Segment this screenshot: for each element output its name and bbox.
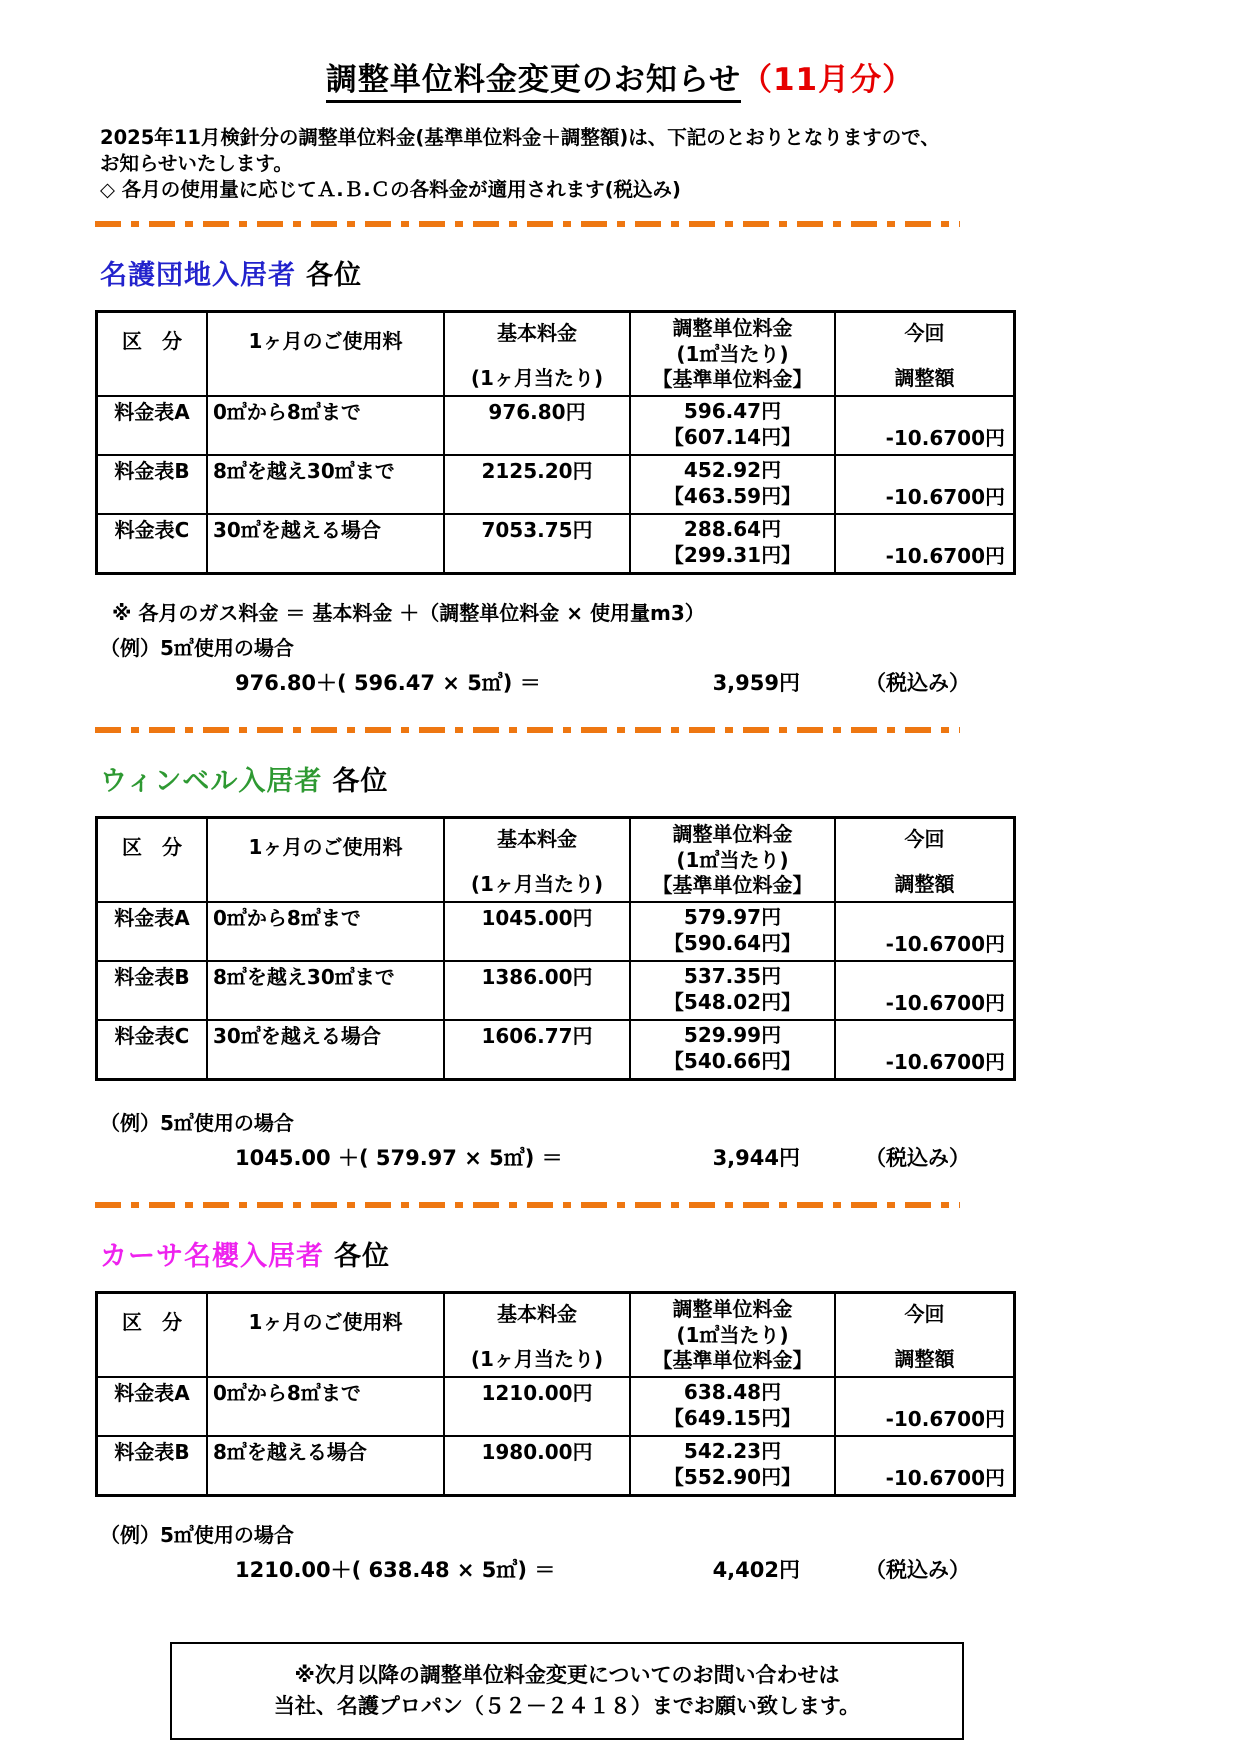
col-header-category — [98, 819, 208, 901]
col-header-base-fee — [445, 1294, 631, 1376]
col-header-base-fee — [445, 819, 631, 901]
unit-fee-per-m3: (1㎥当たり) — [676, 847, 789, 872]
section-heading-winbell — [100, 759, 1240, 798]
unit-fee-value: 638.48円 — [683, 1380, 782, 1404]
example-calculation — [235, 667, 1240, 697]
cell-category: 料金表B — [98, 962, 208, 1019]
example-result: 4,402円 — [712, 1558, 800, 1582]
rate-table-winbell — [95, 816, 1016, 1081]
cell-usage: 0㎥から8㎥まで — [208, 903, 445, 960]
base-fee-label: 基本料金 — [497, 827, 577, 851]
base-fee-sublabel: (1ヶ月当たり) — [470, 366, 604, 390]
unit-fee-standard-value: 【607.14円】 — [663, 425, 802, 449]
cell-base-fee: 1606.77円 — [445, 1021, 631, 1078]
unit-fee-value: 579.97円 — [683, 905, 782, 929]
example-calculation — [235, 1142, 1240, 1172]
cell-usage: 8㎥を越え30㎥まで — [208, 962, 445, 1019]
gas-fee-formula-note: ※ 各月のガス料金 ＝ 基本料金 ＋（調整単位料金 × 使用量m3） — [112, 601, 705, 625]
col-header-usage-label: 1ヶ月のご使用料 — [248, 329, 403, 353]
table-row — [98, 395, 1013, 454]
cell-base-fee: 7053.75円 — [445, 515, 631, 572]
contact-info-box — [170, 1642, 964, 1740]
table-row — [98, 960, 1013, 1019]
adjustment-label-top: 今回 — [904, 827, 945, 851]
col-header-adjustment — [836, 819, 1013, 901]
table-row — [98, 901, 1013, 960]
cell-unit-fee — [631, 1021, 836, 1078]
example-result: 3,944円 — [712, 1146, 800, 1170]
example-tax-note: （税込み） — [865, 671, 970, 695]
adjustment-label-bottom: 調整額 — [894, 1347, 955, 1371]
example-label: （例）5㎥使用の場合 — [100, 636, 294, 660]
rate-table-nago-danchi — [95, 310, 1016, 575]
cell-adjustment: -10.6700円 — [885, 991, 1005, 1015]
col-header-usage — [208, 1294, 445, 1376]
unit-fee-standard: 【基準単位料金】 — [652, 1348, 813, 1372]
example-tax-note: （税込み） — [865, 1146, 970, 1170]
col-header-usage — [208, 819, 445, 901]
cell-base-fee: 2125.20円 — [445, 456, 631, 513]
unit-fee-standard-value: 【540.66円】 — [663, 1049, 802, 1073]
section-divider — [95, 727, 960, 733]
page-title-month: （11月分） — [740, 62, 915, 98]
cell-adjustment: -10.6700円 — [885, 485, 1005, 509]
col-header-adjustment — [836, 1294, 1013, 1376]
table-row — [98, 454, 1013, 513]
cell-unit-fee — [631, 903, 836, 960]
base-fee-label: 基本料金 — [497, 321, 577, 345]
cell-category: 料金表B — [98, 456, 208, 513]
unit-fee-value: 452.92円 — [683, 458, 782, 482]
cell-unit-fee — [631, 397, 836, 454]
col-header-category-label: 区 分 — [122, 1310, 182, 1334]
intro-line-3: ◇ 各月の使用量に応じてＡ.Ｂ.Ｃの各料金が適用されます(税込み) — [100, 178, 681, 201]
table-header-row — [98, 1294, 1013, 1376]
base-fee-sublabel: (1ヶ月当たり) — [470, 1347, 604, 1371]
unit-fee-standard: 【基準単位料金】 — [652, 367, 813, 391]
cell-category: 料金表A — [98, 397, 208, 454]
cell-adjustment: -10.6700円 — [885, 1466, 1005, 1490]
section-heading-name: カーサ名櫻入居者 — [100, 1241, 324, 1272]
unit-fee-standard-value: 【649.15円】 — [663, 1406, 802, 1430]
table-row — [98, 1376, 1013, 1435]
unit-fee-label: 調整単位料金 — [672, 822, 793, 846]
col-header-base-fee — [445, 313, 631, 395]
example-label: （例）5㎥使用の場合 — [100, 1523, 294, 1547]
cell-unit-fee — [631, 456, 836, 513]
cell-base-fee: 1980.00円 — [445, 1437, 631, 1494]
cell-category: 料金表C — [98, 1021, 208, 1078]
example-formula: 976.80＋( 596.47 × 5㎥) ＝ — [235, 671, 541, 695]
cell-usage: 30㎥を越える場合 — [208, 1021, 445, 1078]
unit-fee-label: 調整単位料金 — [672, 316, 793, 340]
adjustment-label-top: 今回 — [904, 321, 945, 345]
cell-unit-fee — [631, 962, 836, 1019]
cell-category: 料金表A — [98, 1378, 208, 1435]
section-divider — [95, 221, 960, 227]
cell-category: 料金表B — [98, 1437, 208, 1494]
col-header-adjustment — [836, 313, 1013, 395]
unit-fee-standard-value: 【552.90円】 — [663, 1465, 802, 1489]
section-divider — [95, 1202, 960, 1208]
cell-adjustment: -10.6700円 — [885, 1407, 1005, 1431]
col-header-usage — [208, 313, 445, 395]
unit-fee-value: 542.23円 — [683, 1439, 782, 1463]
col-header-usage-label: 1ヶ月のご使用料 — [248, 835, 403, 859]
cell-base-fee: 976.80円 — [445, 397, 631, 454]
table-header-row — [98, 819, 1013, 901]
col-header-category — [98, 313, 208, 395]
cell-unit-fee — [631, 1437, 836, 1494]
unit-fee-per-m3: (1㎥当たり) — [676, 341, 789, 366]
example-tax-note: （税込み） — [865, 1558, 970, 1582]
cell-category: 料金表A — [98, 903, 208, 960]
page-title-main: 調整単位料金変更のお知らせ — [326, 62, 741, 103]
col-header-category-label: 区 分 — [122, 329, 182, 353]
section-heading-suffix: 各位 — [332, 766, 389, 797]
col-header-unit-fee — [631, 819, 836, 901]
cell-adjustment: -10.6700円 — [885, 932, 1005, 956]
cell-usage: 30㎥を越える場合 — [208, 515, 445, 572]
cell-usage: 0㎥から8㎥まで — [208, 397, 445, 454]
section-heading-nago-danchi — [100, 253, 1240, 292]
cell-usage: 8㎥を越え30㎥まで — [208, 456, 445, 513]
adjustment-label-bottom: 調整額 — [894, 872, 955, 896]
unit-fee-standard-value: 【590.64円】 — [663, 931, 802, 955]
cell-unit-fee — [631, 515, 836, 572]
section-heading-casa-meio — [100, 1234, 1240, 1273]
cell-adjustment: -10.6700円 — [885, 1050, 1005, 1074]
example-formula: 1045.00 ＋( 579.97 × 5㎥) ＝ — [235, 1146, 563, 1170]
example-label: （例）5㎥使用の場合 — [100, 1111, 294, 1135]
adjustment-label-top: 今回 — [904, 1302, 945, 1326]
section-heading-name: 名護団地入居者 — [100, 260, 296, 291]
unit-fee-value: 596.47円 — [683, 399, 782, 423]
base-fee-label: 基本料金 — [497, 1302, 577, 1326]
unit-fee-per-m3: (1㎥当たり) — [676, 1322, 789, 1347]
contact-line-2: 当社、名護プロパン（５２－２４１８）までお願い致します。 — [273, 1694, 861, 1718]
unit-fee-value: 537.35円 — [683, 964, 782, 988]
table-header-row — [98, 313, 1013, 395]
example-calculation — [235, 1554, 1240, 1584]
cell-usage: 8㎥を越える場合 — [208, 1437, 445, 1494]
page-title — [0, 0, 1240, 99]
table-row — [98, 513, 1013, 572]
cell-base-fee: 1045.00円 — [445, 903, 631, 960]
table-row — [98, 1435, 1013, 1494]
unit-fee-standard-value: 【548.02円】 — [663, 990, 802, 1014]
cell-adjustment: -10.6700円 — [885, 544, 1005, 568]
rate-table-casa-meio — [95, 1291, 1016, 1497]
cell-base-fee: 1210.00円 — [445, 1378, 631, 1435]
example-formula: 1210.00＋( 638.48 × 5㎥) ＝ — [235, 1558, 556, 1582]
example-result: 3,959円 — [712, 671, 800, 695]
unit-fee-standard-value: 【299.31円】 — [663, 543, 802, 567]
col-header-unit-fee — [631, 313, 836, 395]
unit-fee-standard: 【基準単位料金】 — [652, 873, 813, 897]
intro-line-1: 2025年11月検針分の調整単位料金(基準単位料金＋調整額)は、下記のとおりとなりますので、 — [100, 126, 940, 149]
col-header-category-label: 区 分 — [122, 835, 182, 859]
base-fee-sublabel: (1ヶ月当たり) — [470, 872, 604, 896]
section-heading-name: ウィンベル入居者 — [100, 766, 323, 797]
cell-base-fee: 1386.00円 — [445, 962, 631, 1019]
col-header-usage-label: 1ヶ月のご使用料 — [248, 1310, 403, 1334]
cell-category: 料金表C — [98, 515, 208, 572]
unit-fee-value: 288.64円 — [683, 517, 782, 541]
section-heading-suffix: 各位 — [334, 1241, 390, 1272]
adjustment-label-bottom: 調整額 — [894, 366, 955, 390]
unit-fee-standard-value: 【463.59円】 — [663, 484, 802, 508]
unit-fee-label: 調整単位料金 — [672, 1297, 793, 1321]
unit-fee-value: 529.99円 — [683, 1023, 782, 1047]
table-row — [98, 1019, 1013, 1078]
cell-usage: 0㎥から8㎥まで — [208, 1378, 445, 1435]
cell-adjustment: -10.6700円 — [885, 426, 1005, 450]
cell-unit-fee — [631, 1378, 836, 1435]
col-header-unit-fee — [631, 1294, 836, 1376]
col-header-category — [98, 1294, 208, 1376]
intro-line-2: お知らせいたします。 — [100, 152, 293, 175]
intro-paragraph — [100, 125, 1240, 203]
section-heading-suffix: 各位 — [306, 260, 362, 291]
contact-line-1: ※次月以降の調整単位料金変更についてのお問い合わせは — [294, 1663, 840, 1687]
